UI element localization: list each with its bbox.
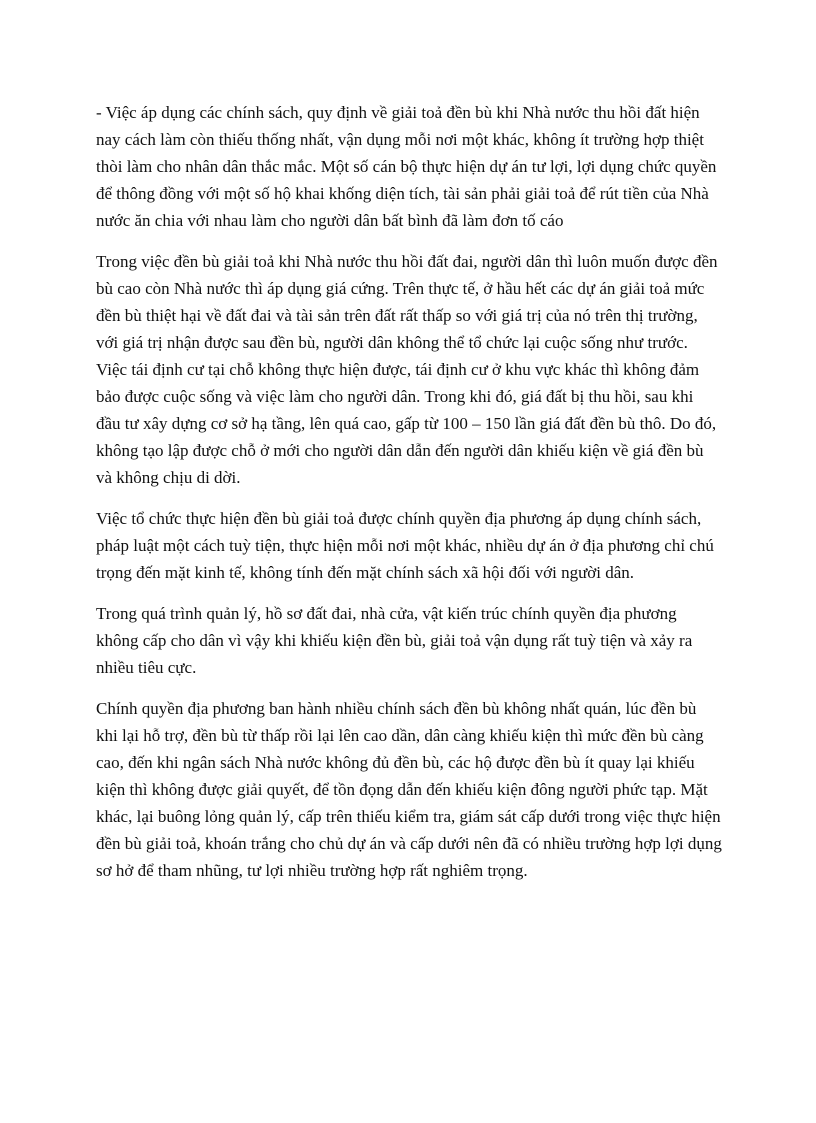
document-page [96,99,722,898]
paragraph-arbitrary-implementation: Việc tổ chức thực hiện đền bù giải toả được chính quyền địa phương áp dụng chính sách, pháp luật một cách tuỳ tiện, thực hiện mỗi nơi một khác, nhiều dự án ở địa phương chỉ chú trọng đến mặt kinh tế, không tính đến mặt chính sách xã hội đối với người dân. [96,509,714,582]
paragraph-compensation-price: Trong việc đền bù giải toả khi Nhà nước thu hồi đất đai, người dân thì luôn muốn được đền bù cao còn Nhà nước thì áp dụng giá cứng. Trên thực tế, ở hầu hết các dự án giải toả mức đền bù thiệt hại về đất đai và tài sản trên đất rất thấp so với giá trị của nó trên thị trường, với giá trị nhận được sau đền bù, người dân không thể tổ chức lại cuộc sống như trước. Việc tái định cư tại chỗ không thực hiện được, tái định cư ở khu vực khác thì không đảm bảo được cuộc sống và việc làm cho người dân. Trong khi đó, giá đất bị thu hồi, sau khi đầu tư xây dựng cơ sở hạ tầng, lên quá cao, gấp từ 100 – 150 lần giá đất đền bù thô. Do đó, không tạo lập được chỗ ở mới cho người dân dẫn đến người dân khiếu kiện về giá đền bù và không chịu di dời. [96,252,718,487]
paragraph-inconsistent-policies: Chính quyền địa phương ban hành nhiều chính sách đền bù không nhất quán, lúc đền bù khi lại hỗ trợ, đền bù từ thấp rồi lại lên cao dần, dân càng khiếu kiện thì mức đền bù càng cao, đến khi ngân sách Nhà nước không đủ đền bù, các hộ được đền bù ít quay lại khiếu kiện thì không được giải quyết, để tồn đọng dẫn đến khiếu kiện đông người phức tạp. Mặt khác, lại buông lỏng quản lý, cấp trên thiếu kiểm tra, giám sát cấp dưới trong việc thực hiện đền bù giải toả, khoán trắng cho chủ dự án và cấp dưới nên đã có nhiều trường hợp lợi dụng sơ hở để tham nhũng, tư lợi nhiều trường hợp rất nghiêm trọng. [96,699,722,880]
paragraph-policy-application: - Việc áp dụng các chính sách, quy định về giải toả đền bù khi Nhà nước thu hồi đất hiện nay cách làm còn thiếu thống nhất, vận dụng mỗi nơi một khác, không ít trường hợp thiệt thòi làm cho nhân dân thắc mắc. Một số cán bộ thực hiện dự án tư lợi, lợi dụng chức quyền để thông đồng với một số hộ khai khống diện tích, tài sản phải giải toả để rút tiền của Nhà nước ăn chia với nhau làm cho người dân bất bình đã làm đơn tố cáo [96,103,717,230]
paragraph-land-records: Trong quá trình quản lý, hồ sơ đất đai, nhà cửa, vật kiến trúc chính quyền địa phương không cấp cho dân vì vậy khi khiếu kiện đền bù, giải toả vận dụng rất tuỳ tiện và xảy ra nhiều tiêu cực. [96,604,693,677]
